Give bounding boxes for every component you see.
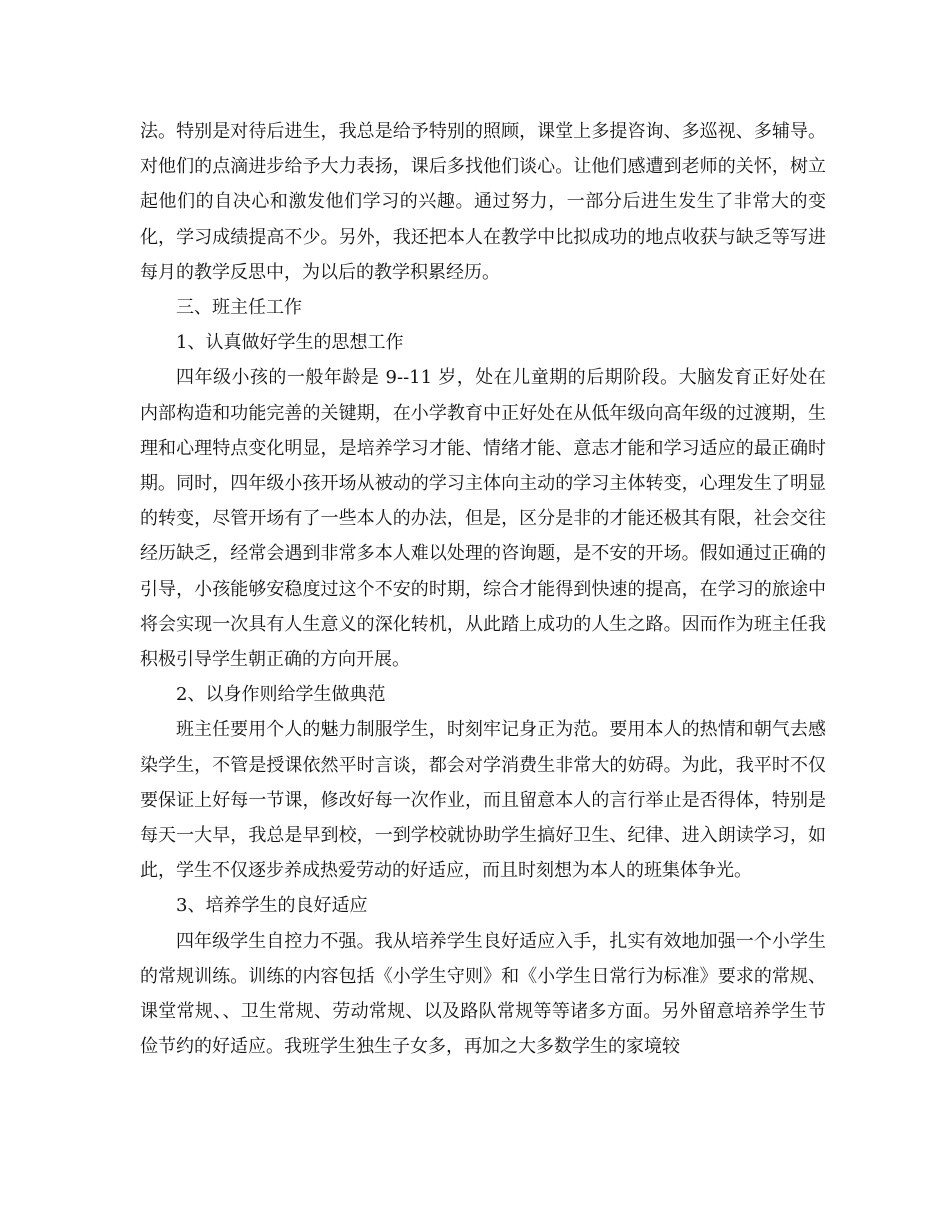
subheading-lead-by-example: 2、以身作则给学生做典范: [176, 684, 386, 706]
subheading-good-habits: 3、培养学生的良好适应: [176, 895, 368, 917]
section-heading-class-teacher-work: 三、班主任工作: [176, 297, 302, 319]
paragraph-teacher-charisma: 班主任要用个人的魅力制服学生，时刻牢记身正为范。要用本人的热情和朝气去感染学生，不管是授课依然平时言谈，都会对学消费生非常大的妨碍。为此，我平时不仅要保证上好每一节课，修改好每一次作业，而且留意本人的言行举止是否得体，特别是每天一大早，我总是早到校，一到学校就协助学生搞好卫生、纪律、进入朗读学习，如此，学生不仅逐步养成热爱劳动的好适应，而且时刻想为本人的班集体争光。: [140, 719, 826, 882]
paragraph-self-control: 四年级学生自控力不强。我从培养学生良好适应入手，扎实有效地加强一个小学生的常规训练。训练的内容包括《小学生守则》和《小学生日常行为标准》要求的常规、课堂常规、、卫生常规、劳动常规、以及路队常规等等诸多方面。另外留意培养学生节俭节约的好适应。我班学生独生子女多，再加之大多数学生的家境较: [140, 930, 826, 1058]
document-body: [140, 114, 826, 1064]
subheading-ideological-work: 1、认真做好学生的思想工作: [176, 332, 404, 354]
paragraph-teaching-reflection: 法。特别是对待后进生，我总是给予特别的照顾，课堂上多提咨询、多巡视、多辅导。对他们的点滴进步给予大力表扬，课后多找他们谈心。让他们感遭到老师的关怀，树立起他们的自决心和激发他们学习的兴趣。通过努力，一部分后进生发生了非常大的变化，学习成绩提高不少。另外，我还把本人在教学中比拟成功的地点收获与缺乏等写进每月的教学反思中，为以后的教学积累经历。: [140, 121, 826, 283]
paragraph-fourth-grade-children: 四年级小孩的一般年龄是 9--11 岁，处在儿童期的后期阶段。大脑发育正好处在内部构造和功能完善的关键期，在小学教育中正好处在从低年级向高年级的过渡期，生理和心理特点变化明显，是培养学习才能、情绪才能、意志才能和学习适应的最正确时期。同时，四年级小孩开场从被动的学习主体向主动的学习主体转变，心理发生了明显的转变，尽管开场有了一些本人的办法，但是，区分是非的才能还极其有限，社会交往经历缺乏，经常会遇到非常多本人难以处理的咨询题，是不安的开场。假如通过正确的引导，小孩能够安稳度过这个不安的时期，综合才能得到快速的提高，在学习的旅途中将会实现一次具有人生意义的深化转机，从此踏上成功的人生之路。因而作为班主任我积极引导学生朝正确的方向开展。: [140, 367, 826, 671]
